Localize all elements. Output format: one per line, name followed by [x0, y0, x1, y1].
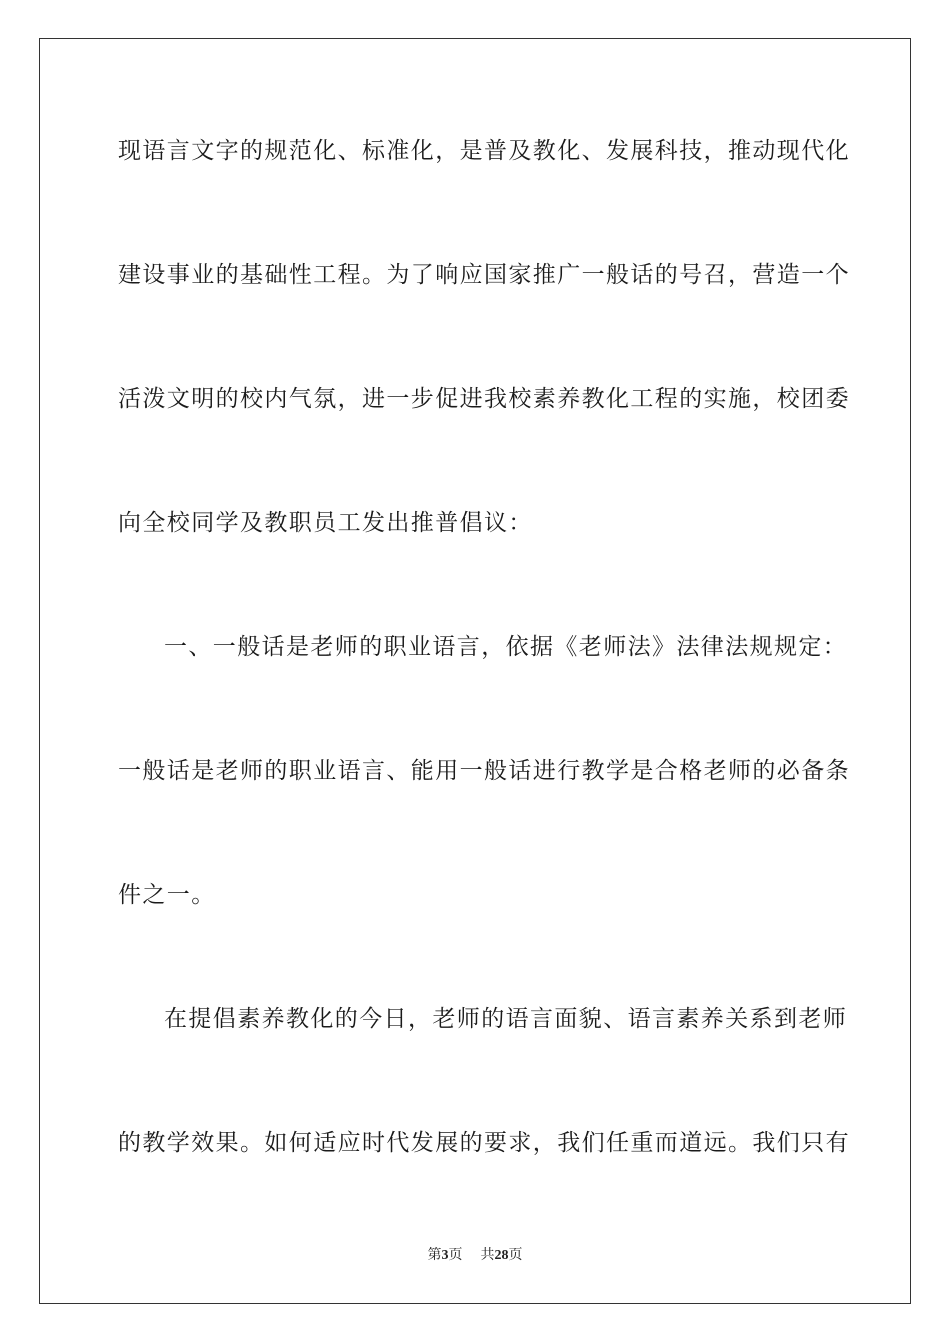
body-line-4: 向全校同学及教职员工发出推普倡议：: [118, 510, 533, 536]
body-line-6: 一般话是老师的职业语言、能用一般话进行教学是合格老师的必备条: [118, 758, 850, 784]
body-line-3: 活泼文明的校内气氛，进一步促进我校素养教化工程的实施，校团委: [118, 386, 850, 412]
body-line-8: 在提倡素养教化的今日，老师的语言面貌、语言素养关系到老师: [164, 1006, 848, 1032]
page-frame: [39, 38, 911, 1304]
page-footer: [0, 1246, 950, 1265]
footer-page-number: 3: [441, 1248, 449, 1263]
body-line-5: 一、一般话是老师的职业语言，依据《老师法》法律法规规定：: [164, 634, 848, 660]
body-line-7: 件之一。: [118, 882, 216, 908]
footer-total-prefix: 共: [480, 1247, 495, 1263]
body-line-9: 的教学效果。如何适应时代发展的要求，我们任重而道远。我们只有: [118, 1130, 850, 1156]
footer-total-pages: 28: [494, 1248, 509, 1263]
body-line-2: 建设事业的基础性工程。为了响应国家推广一般话的号召，营造一个: [118, 262, 850, 288]
body-line-1: 现语言文字的规范化、标准化，是普及教化、发展科技，推动现代化: [118, 138, 850, 164]
footer-total-suffix: 页: [508, 1247, 523, 1263]
footer-page-prefix: 第: [427, 1247, 442, 1263]
footer-page-suffix: 页: [448, 1247, 463, 1263]
